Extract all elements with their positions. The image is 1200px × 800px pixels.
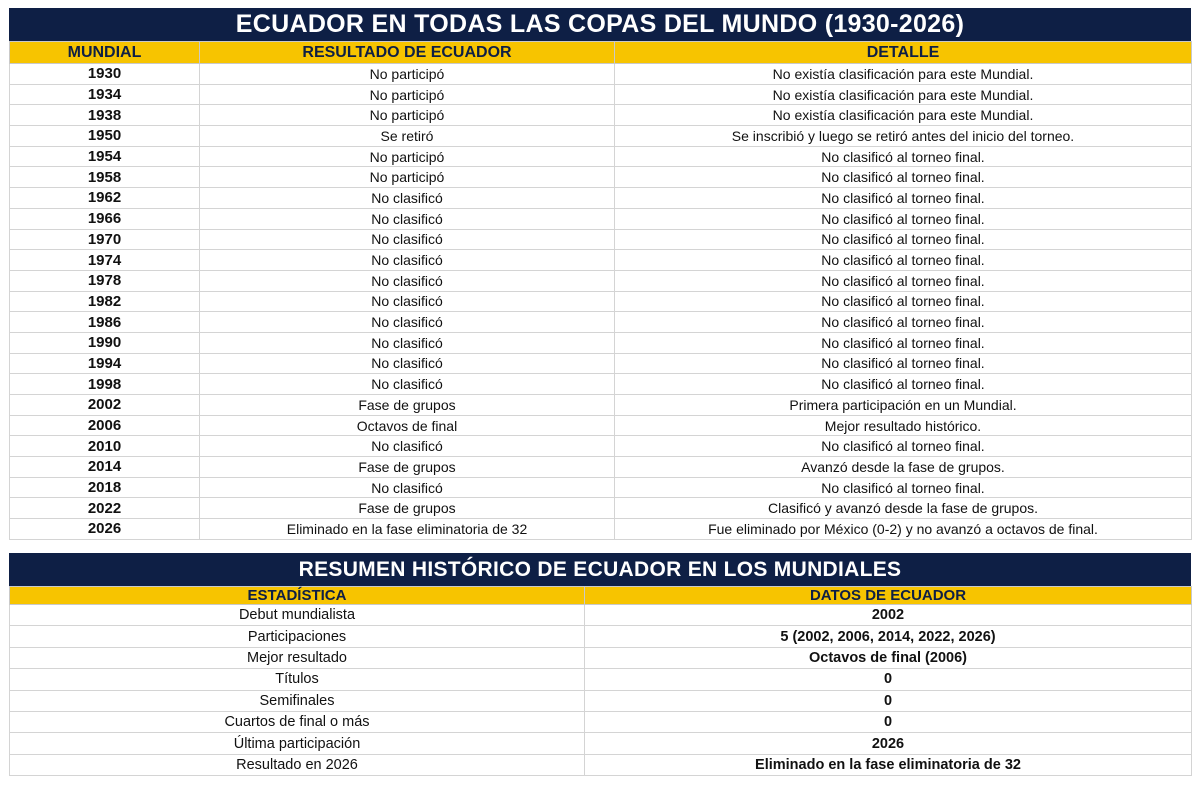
- year-cell: 1966: [10, 208, 200, 229]
- result-cell: Octavos de final: [200, 415, 615, 436]
- table-row: [10, 188, 1192, 209]
- result-cell: No clasificó: [200, 208, 615, 229]
- detail-cell: No clasificó al torneo final.: [615, 250, 1192, 271]
- stat-value-cell: 0: [585, 690, 1192, 711]
- world-cup-history-table: [9, 41, 1192, 540]
- year-cell: 2002: [10, 395, 200, 416]
- detail-cell: Fue eliminado por México (0-2) y no avanzó a octavos de final.: [615, 519, 1192, 540]
- detail-cell: No clasificó al torneo final.: [615, 146, 1192, 167]
- stat-label-cell: Semifinales: [10, 690, 585, 711]
- year-cell: 1962: [10, 188, 200, 209]
- table-row: [10, 332, 1192, 353]
- year-cell: 1974: [10, 250, 200, 271]
- detail-cell: No clasificó al torneo final.: [615, 270, 1192, 291]
- table-row: [10, 669, 1192, 690]
- result-cell: No clasificó: [200, 188, 615, 209]
- result-cell: Fase de grupos: [200, 457, 615, 478]
- table-row: [10, 457, 1192, 478]
- result-cell: No participó: [200, 84, 615, 105]
- result-cell: No clasificó: [200, 477, 615, 498]
- table-row: [10, 146, 1192, 167]
- year-cell: 1978: [10, 270, 200, 291]
- table-row: [10, 374, 1192, 395]
- year-cell: 1954: [10, 146, 200, 167]
- stat-label-cell: Mejor resultado: [10, 647, 585, 668]
- stat-value-cell: 0: [585, 711, 1192, 732]
- result-cell: No clasificó: [200, 353, 615, 374]
- table-row: [10, 353, 1192, 374]
- result-cell: Fase de grupos: [200, 498, 615, 519]
- detail-cell: Avanzó desde la fase de grupos.: [615, 457, 1192, 478]
- result-cell: No participó: [200, 105, 615, 126]
- detail-cell: No clasificó al torneo final.: [615, 229, 1192, 250]
- stat-value-cell: Octavos de final (2006): [585, 647, 1192, 668]
- detail-cell: No clasificó al torneo final.: [615, 436, 1192, 457]
- table-row: [10, 395, 1192, 416]
- result-cell: Eliminado en la fase eliminatoria de 32: [200, 519, 615, 540]
- stat-value-cell: 0: [585, 669, 1192, 690]
- table-row: [10, 250, 1192, 271]
- table-row: [10, 690, 1192, 711]
- table-row: [10, 167, 1192, 188]
- year-cell: 1938: [10, 105, 200, 126]
- detail-cell: No clasificó al torneo final.: [615, 477, 1192, 498]
- year-cell: 2010: [10, 436, 200, 457]
- history-table-title: ECUADOR EN TODAS LAS COPAS DEL MUNDO (1930-2026): [9, 8, 1191, 41]
- year-cell: 1934: [10, 84, 200, 105]
- detail-cell: No clasificó al torneo final.: [615, 374, 1192, 395]
- result-cell: No clasificó: [200, 332, 615, 353]
- table-row: [10, 477, 1192, 498]
- header-resultado: RESULTADO DE ECUADOR: [200, 42, 615, 64]
- detail-cell: Se inscribió y luego se retiró antes del inicio del torneo.: [615, 126, 1192, 147]
- result-cell: No clasificó: [200, 374, 615, 395]
- result-cell: No clasificó: [200, 291, 615, 312]
- detail-cell: Clasificó y avanzó desde la fase de grupos.: [615, 498, 1192, 519]
- stat-label-cell: Títulos: [10, 669, 585, 690]
- result-cell: No participó: [200, 146, 615, 167]
- result-cell: No clasificó: [200, 436, 615, 457]
- table-row: [10, 498, 1192, 519]
- stat-value-cell: 2002: [585, 605, 1192, 626]
- summary-table: [9, 586, 1192, 776]
- result-cell: Fase de grupos: [200, 395, 615, 416]
- year-cell: 2014: [10, 457, 200, 478]
- detail-cell: No clasificó al torneo final.: [615, 188, 1192, 209]
- stat-label-cell: Participaciones: [10, 626, 585, 647]
- table-row: [10, 754, 1192, 775]
- table-row: [10, 436, 1192, 457]
- header-detalle: DETALLE: [615, 42, 1192, 64]
- stat-label-cell: Resultado en 2026: [10, 754, 585, 775]
- year-cell: 1994: [10, 353, 200, 374]
- summary-header-row: [10, 587, 1192, 605]
- detail-cell: No clasificó al torneo final.: [615, 312, 1192, 333]
- detail-cell: Primera participación en un Mundial.: [615, 395, 1192, 416]
- table-row: [10, 229, 1192, 250]
- header-estadistica: ESTADÍSTICA: [10, 587, 585, 605]
- detail-cell: No existía clasificación para este Mundial.: [615, 84, 1192, 105]
- table-row: [10, 270, 1192, 291]
- year-cell: 1998: [10, 374, 200, 395]
- table-row: [10, 647, 1192, 668]
- detail-cell: No clasificó al torneo final.: [615, 332, 1192, 353]
- summary-section: [9, 553, 1191, 776]
- detail-cell: No existía clasificación para este Mundial.: [615, 64, 1192, 85]
- detail-cell: No clasificó al torneo final.: [615, 353, 1192, 374]
- result-cell: No participó: [200, 167, 615, 188]
- result-cell: No clasificó: [200, 270, 615, 291]
- result-cell: No participó: [200, 64, 615, 85]
- detail-cell: No existía clasificación para este Mundial.: [615, 105, 1192, 126]
- year-cell: 1970: [10, 229, 200, 250]
- year-cell: 1986: [10, 312, 200, 333]
- year-cell: 1950: [10, 126, 200, 147]
- year-cell: 2018: [10, 477, 200, 498]
- stat-value-cell: Eliminado en la fase eliminatoria de 32: [585, 754, 1192, 775]
- header-datos: DATOS DE ECUADOR: [585, 587, 1192, 605]
- year-cell: 2026: [10, 519, 200, 540]
- result-cell: No clasificó: [200, 312, 615, 333]
- year-cell: 2006: [10, 415, 200, 436]
- detail-cell: No clasificó al torneo final.: [615, 291, 1192, 312]
- table-row: [10, 626, 1192, 647]
- detail-cell: No clasificó al torneo final.: [615, 208, 1192, 229]
- detail-cell: No clasificó al torneo final.: [615, 167, 1192, 188]
- table-row: [10, 312, 1192, 333]
- table-row: [10, 519, 1192, 540]
- table-row: [10, 208, 1192, 229]
- stat-label-cell: Debut mundialista: [10, 605, 585, 626]
- stat-label-cell: Cuartos de final o más: [10, 711, 585, 732]
- result-cell: No clasificó: [200, 250, 615, 271]
- result-cell: Se retiró: [200, 126, 615, 147]
- table-row: [10, 105, 1192, 126]
- table-row: [10, 64, 1192, 85]
- table-row: [10, 605, 1192, 626]
- table-row: [10, 126, 1192, 147]
- table-row: [10, 733, 1192, 754]
- year-cell: 1990: [10, 332, 200, 353]
- year-cell: 1930: [10, 64, 200, 85]
- history-header-row: [10, 42, 1192, 64]
- stat-label-cell: Última participación: [10, 733, 585, 754]
- year-cell: 1958: [10, 167, 200, 188]
- summary-table-title: RESUMEN HISTÓRICO DE ECUADOR EN LOS MUNDIALES: [9, 553, 1191, 586]
- stat-value-cell: 5 (2002, 2006, 2014, 2022, 2026): [585, 626, 1192, 647]
- year-cell: 1982: [10, 291, 200, 312]
- detail-cell: Mejor resultado histórico.: [615, 415, 1192, 436]
- result-cell: No clasificó: [200, 229, 615, 250]
- table-row: [10, 415, 1192, 436]
- table-row: [10, 84, 1192, 105]
- table-row: [10, 711, 1192, 732]
- world-cup-history-section: [9, 8, 1191, 540]
- year-cell: 2022: [10, 498, 200, 519]
- table-row: [10, 291, 1192, 312]
- header-mundial: MUNDIAL: [10, 42, 200, 64]
- stat-value-cell: 2026: [585, 733, 1192, 754]
